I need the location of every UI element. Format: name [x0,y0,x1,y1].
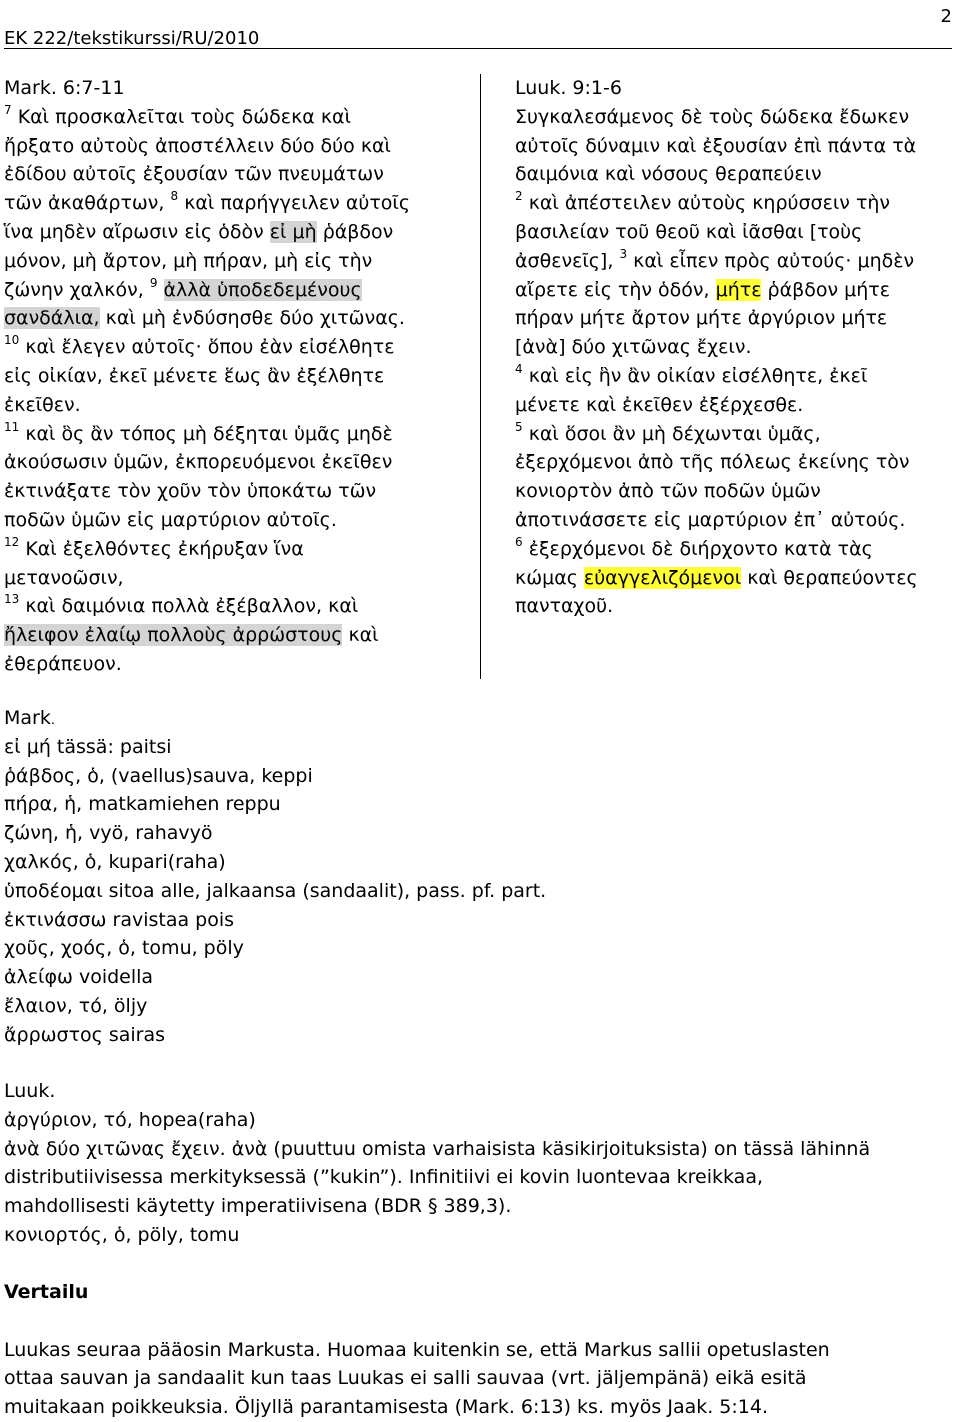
verse-number: 2 [515,189,523,204]
verse-number: 12 [4,534,20,549]
glossary-heading-dot: . [50,713,55,728]
glossary-entry: ἀνὰ δύο χιτῶνας ἔχειν. ἀνὰ (puuttuu omista varhaisista käsikirjoituksista) on tässä lähinnä [4,1137,871,1160]
verse-number: 6 [515,534,523,549]
comparison-heading: Vertailu [4,1281,89,1303]
verse-text: μένετε καὶ ἐκεῖθεν ἐξέρχεσθε. [515,393,804,416]
glossary-entry: ἄρρωστος sairas [4,1023,166,1046]
glossary-entry: πήρα, ἡ, matkamiehen reppu [4,793,281,816]
verse-text: ἐξερχόμενοι ἀπὸ τῆς πόλεως ἐκείνης τὸν [515,451,910,474]
verse-number: 9 [149,275,158,290]
glossary-entry: χοῦς, χοός, ὁ, tomu, pöly [4,937,244,960]
verse-text: ἵνα μηδὲν αἴρωσιν εἰς ὁδὸν [4,220,264,243]
verse-text: Καὶ ἐξελθόντες ἐκήρυξαν ἵνα [25,537,304,560]
verse-text: [ἀνὰ] δύο χιτῶνας ἔχειν. [515,336,752,359]
glossary-entry: εἰ μή tässä: paitsi [4,735,172,758]
mark-glossary [4,704,954,1050]
verse-text: πήραν μήτε ἄρτον μήτε ἀργύριον μήτε [515,307,888,330]
page-header [4,6,952,49]
highlighted-phrase: ἤλειφον ἐλαίῳ πολλοὺς ἀρρώστους [4,624,343,647]
verse-text: ἤρξατο αὐτοὺς ἀποστέλλειν δύο δύο καὶ [4,134,391,157]
verse-text: καὶ δαιμόνια πολλὰ ἐξέβαλλον, καὶ [25,595,359,618]
verse-text: ῥάβδον [322,220,394,243]
verse-text: ἀκούσωσιν ὑμῶν, ἐκπορευόμενοι ἐκεῖθεν [4,451,393,474]
highlighted-phrase: ἀλλὰ ὑποδεδεμένους [163,278,362,301]
luke-greek-text [515,74,955,621]
verse-text: αὐτοῖς δύναμιν καὶ ἐξουσίαν ἐπὶ πάντα τὰ [515,134,917,157]
glossary-entry: ἀργύριον, τό, hopea(raha) [4,1108,256,1131]
verse-text: ἐδίδου αὐτοῖς ἐξουσίαν τῶν πνευμάτων [4,163,384,186]
verse-text: ἐθεράπευον. [4,652,122,675]
glossary-entry: distributiivisessa merkityksessä (”kukin”). Infinitiivi ei kovin luontevaa kreikkaa, [4,1166,763,1189]
glossary-entry: χαλκός, ὁ, kupari(raha) [4,850,226,873]
glossary-entry: mahdollisesti käytetty imperatiivisena (BDR § 389,3). [4,1195,512,1218]
verse-text: ῥάβδον μήτε [767,278,890,301]
column-divider [480,74,481,679]
verse-text: ἀποτινάσσετε εἰς μαρτύριον ἐπ᾽ αὐτούς. [515,508,906,531]
verse-number: 10 [4,333,20,348]
verse-text: δαιμόνια καὶ νόσους θεραπεύειν [515,163,822,186]
highlighted-phrase: εὐαγγελιζόμενοι [583,566,742,589]
verse-number: 13 [4,592,20,607]
verse-text: καὶ ἀπέστειλεν αὐτοὺς κηρύσσειν τὴν [528,192,891,215]
verse-text: καὶ παρήγγειλεν αὐτοῖς [184,192,410,215]
verse-text: καὶ μὴ ἐνδύσησθε δύο χιτῶνας. [105,307,405,330]
mark-heading: Mark. 6:7-11 [4,77,125,99]
verse-text: βασιλείαν τοῦ θεοῦ καὶ ἰᾶσθαι [τοὺς [515,220,863,243]
page-number: 2 [940,6,952,27]
highlighted-phrase: μήτε [715,278,762,301]
luke-glossary [4,1077,954,1250]
glossary-entry: ἔλαιον, τό, öljy [4,994,148,1017]
comparison-line: ottaa sauvan ja sandaalit kun taas Luukas ei salli sauvaa (vrt. jäljempänä) eikä esitä [4,1367,807,1390]
glossary-entry: ἐκτινάσσω ravistaa pois [4,908,235,931]
highlighted-phrase: εἰ μὴ [269,220,317,243]
glossary-heading: Mark [4,707,51,729]
verse-number: 7 [4,102,12,117]
verse-text: ἐκεῖθεν. [4,393,81,416]
verse-text: καὶ [348,624,379,647]
verse-number: 5 [515,419,523,434]
header-title: EK 222/tekstikurssi/RU/2010 [4,28,260,49]
glossary-entry: ζώνη, ἡ, vyö, rahavyö [4,822,213,845]
verse-text: εἰς οἰκίαν, ἐκεῖ μένετε ἕως ἂν ἐξέλθητε [4,364,385,387]
verse-text: κώμας [515,566,578,589]
verse-text: μόνον, μὴ ἄρτον, μὴ πήραν, μὴ εἰς τὴν [4,249,373,272]
verse-text: ζώνην χαλκόν, [4,278,144,301]
verse-text: τῶν ἀκαθάρτων, [4,192,165,215]
verse-text: ἐξερχόμενοι δὲ διήρχοντο κατὰ τὰς [528,537,873,560]
verse-number: 8 [170,189,179,204]
verse-number: 3 [619,246,628,261]
verse-number: 11 [4,419,20,434]
verse-number: 4 [515,361,523,376]
verse-text: ἐκτινάξατε τὸν χοῦν τὸν ὑποκάτω τῶν [4,480,377,503]
glossary-entry: ῥάβδος, ὁ, (vaellus)sauva, keppi [4,764,313,787]
verse-text: καὶ ὅσοι ἂν μὴ δέχωνται ὑμᾶς, [528,422,821,445]
glossary-entry: ἀλείφω voidella [4,966,154,989]
verse-text: καὶ θεραπεύοντες [747,566,918,589]
verse-text: μετανοῶσιν, [4,566,124,589]
verse-text: Καὶ προσκαλεῖται τοὺς δώδεκα καὶ [17,105,351,128]
verse-text: καὶ ὃς ἂν τόπος μὴ δέξηται ὑμᾶς μηδὲ [25,422,393,445]
comparison-section [4,1278,954,1422]
glossary-entry: κονιορτός, ὁ, pöly, tomu [4,1223,240,1246]
comparison-line: muitakaan poikkeuksia. Öljyllä parantamisesta (Mark. 6:13) ks. myös Jaak. 5:14. [4,1396,769,1419]
verse-text: ἀσθενεῖς], [515,249,614,272]
verse-text: ποδῶν ὑμῶν εἰς μαρτύριον αὐτοῖς. [4,508,337,531]
glossary-heading: Luuk. [4,1080,56,1102]
verse-text: καὶ εἶπεν πρὸς αὐτούς· μηδὲν [633,249,915,272]
verse-text: πανταχοῦ. [515,595,614,618]
verse-text: αἴρετε εἰς τὴν ὁδόν, [515,278,710,301]
mark-greek-text [4,74,474,679]
verse-text: καὶ ἔλεγεν αὐτοῖς· ὅπου ἐὰν εἰσέλθητε [25,336,395,359]
glossary-entry: ὑποδέομαι sitoa alle, jalkaansa (sandaalit), pass. pf. part. [4,879,547,902]
comparison-line: Luukas seuraa pääosin Markusta. Huomaa kuitenkin se, että Markus sallii opetuslasten [4,1338,830,1361]
verse-text: Συγκαλεσάμενος δὲ τοὺς δώδεκα ἔδωκεν [515,105,910,128]
luke-heading: Luuk. 9:1-6 [515,77,622,99]
verse-text: κονιορτὸν ἀπὸ τῶν ποδῶν ὑμῶν [515,480,821,503]
verse-text: καὶ εἰς ἣν ἂν οἰκίαν εἰσέλθητε, ἐκεῖ [528,364,868,387]
highlighted-phrase: σανδάλια, [4,307,100,330]
